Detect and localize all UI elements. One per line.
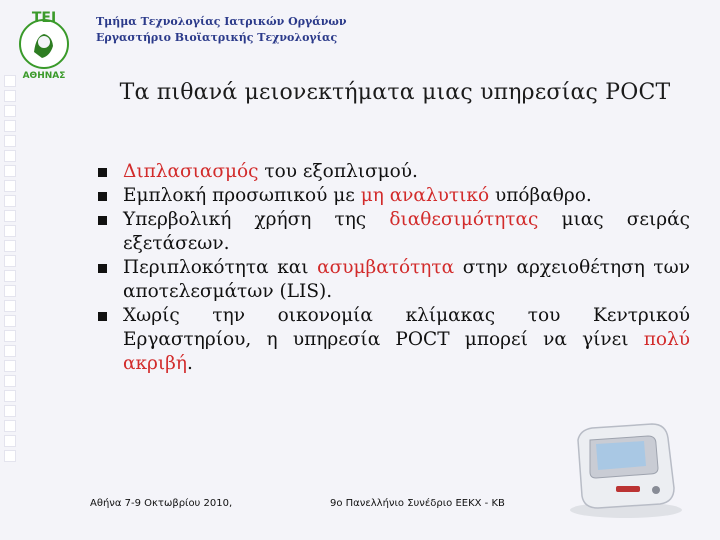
poct-device-image <box>556 410 688 522</box>
bullet-item <box>98 256 690 304</box>
bullet-text-highlight: μη αναλυτικό <box>360 185 490 206</box>
bullet-item <box>98 208 690 256</box>
slide-title: Τα πιθανά μειονεκτήματα μιας υπηρεσίας POCT <box>119 80 671 105</box>
bullet-text: υπόβαθρο. <box>489 185 592 206</box>
bullet-marker <box>98 192 107 201</box>
bullet-text-highlight: ασυμβατότητα <box>317 257 455 278</box>
footer-conference: 9ο Πανελλήνιο Συνέδριο ΕΕΚΧ - ΚΒ <box>330 498 505 509</box>
bullet-marker <box>98 216 107 225</box>
bullet-text: Περιπλοκότητα και <box>123 257 318 278</box>
bullet-text: εξετάσεων. <box>123 233 230 254</box>
bullet-list <box>98 160 690 376</box>
bullet-text: αποτελεσμάτων (LIS). <box>123 281 333 302</box>
bullet-text-highlight: διαθεσιμότητας <box>389 209 539 230</box>
bullet-text: Χωρίς την οικονομία κλίμακας του Κεντρικού <box>123 305 690 326</box>
bullet-marker <box>98 264 107 273</box>
tei-athens-logo <box>6 6 82 82</box>
institution-header <box>96 14 416 46</box>
bullet-text: Εργαστηρίου, η υπηρεσία POCT μπορεί να γίνει <box>123 329 644 350</box>
logo-text-bottom: ΑΘΗΝΑΣ <box>22 71 66 81</box>
bullet-text: Υπερβολική χρήση της <box>123 209 390 230</box>
header-line-2: Εργαστήριο Βιοϊατρικής Τεχνολογίας <box>96 31 338 44</box>
bullet-item <box>98 304 690 376</box>
bullet-text: στην αρχειοθέτηση των <box>454 257 690 278</box>
bullet-text-highlight: ακριβή <box>123 353 187 374</box>
bullet-marker <box>98 168 107 177</box>
bullet-text-highlight: Διπλασιασμός <box>123 161 259 182</box>
bullet-marker <box>98 312 107 321</box>
bullet-item <box>98 160 690 184</box>
bullet-text: . <box>186 353 193 374</box>
bullet-text-highlight: πολύ <box>643 329 690 350</box>
bullet-text: μιας σειράς <box>538 209 691 230</box>
edge-decoration <box>4 75 18 535</box>
header-line-1: Τμήμα Τεχνολογίας Ιατρικών Οργάνων <box>96 15 347 28</box>
bullet-item <box>98 184 690 208</box>
bullet-text: Εμπλοκή προσωπικού με <box>123 185 361 206</box>
logo-text-top: TEI <box>31 10 57 26</box>
footer-date: Αθήνα 7-9 Οκτωβρίου 2010, <box>90 498 233 509</box>
bullet-text: του εξοπλισμού. <box>258 161 418 182</box>
